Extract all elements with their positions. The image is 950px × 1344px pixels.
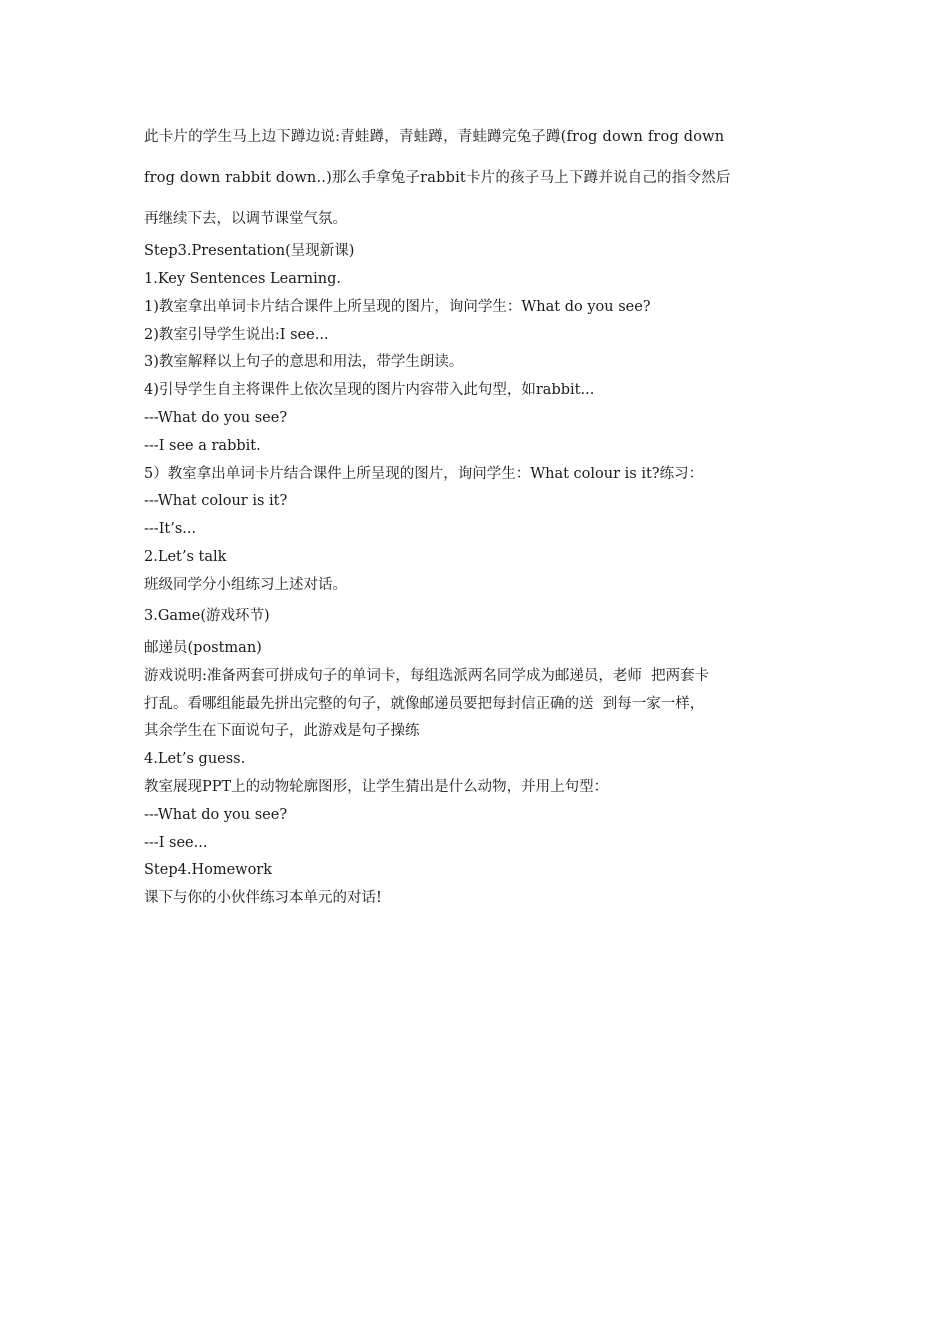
text-line: 此卡片的学生马上边下蹲边说:青蛙蹲，青蛙蹲，青蛙蹲完兔子蹲(frog down frog down: [144, 129, 725, 145]
text-line: 游戏说明:准备两套可拼成句子的单词卡，每组选派两名同学成为邮递员，老师 把两套卡: [144, 668, 710, 684]
text-line: 3)教室解释以上句子的意思和用法，带学生朗读。: [144, 354, 464, 370]
text-line: 邮递员(postman): [144, 640, 262, 656]
text-line: 5）教室拿出单词卡片结合课件上所呈现的图片，询问学生：What colour is it?练习：: [144, 466, 704, 482]
section-heading: Step3.Presentation(呈现新课): [144, 243, 355, 259]
dialogue-line: ---What do you see?: [144, 410, 288, 426]
text-line: 其余学生在下面说句子，此游戏是句子操练: [144, 723, 420, 739]
text-line: 再继续下去，以调节课堂气氛。: [144, 211, 347, 227]
dialogue-line: ---I see...: [144, 835, 208, 851]
subsection-heading: 4.Let’s guess.: [144, 751, 246, 767]
text-line: 班级同学分小组练习上述对话。: [144, 577, 347, 593]
subsection-heading: 3.Game(游戏环节): [144, 608, 270, 624]
dialogue-line: ---It’s...: [144, 521, 197, 537]
text-line: 课下与你的小伙伴练习本单元的对话!: [144, 890, 382, 906]
text-line: frog down rabbit down..)那么手拿兔子rabbit卡片的孩子马上下蹲并说自己的指令然后: [144, 170, 731, 186]
text-line: 1)教室拿出单词卡片结合课件上所呈现的图片，询问学生：What do you see?: [144, 299, 651, 315]
text-line: 2)教室引导学生说出:I see...: [144, 327, 329, 343]
subsection-heading: 1.Key Sentences Learning.: [144, 271, 342, 287]
section-heading: Step4.Homework: [144, 862, 273, 878]
text-line: 4)引导学生自主将课件上依次呈现的图片内容带入此句型，如rabbit...: [144, 382, 595, 398]
dialogue-line: ---I see a rabbit.: [144, 438, 261, 454]
dialogue-line: ---What colour is it?: [144, 493, 288, 509]
subsection-heading: 2.Let’s talk: [144, 549, 227, 565]
text-line: 教室展现PPT上的动物轮廓图形，让学生猜出是什么动物，并用上句型：: [144, 779, 609, 795]
text-line: 打乱。看哪组能最先拼出完整的句子，就像邮递员要把每封信正确的送 到每一家一样，: [144, 696, 705, 712]
dialogue-line: ---What do you see?: [144, 807, 288, 823]
